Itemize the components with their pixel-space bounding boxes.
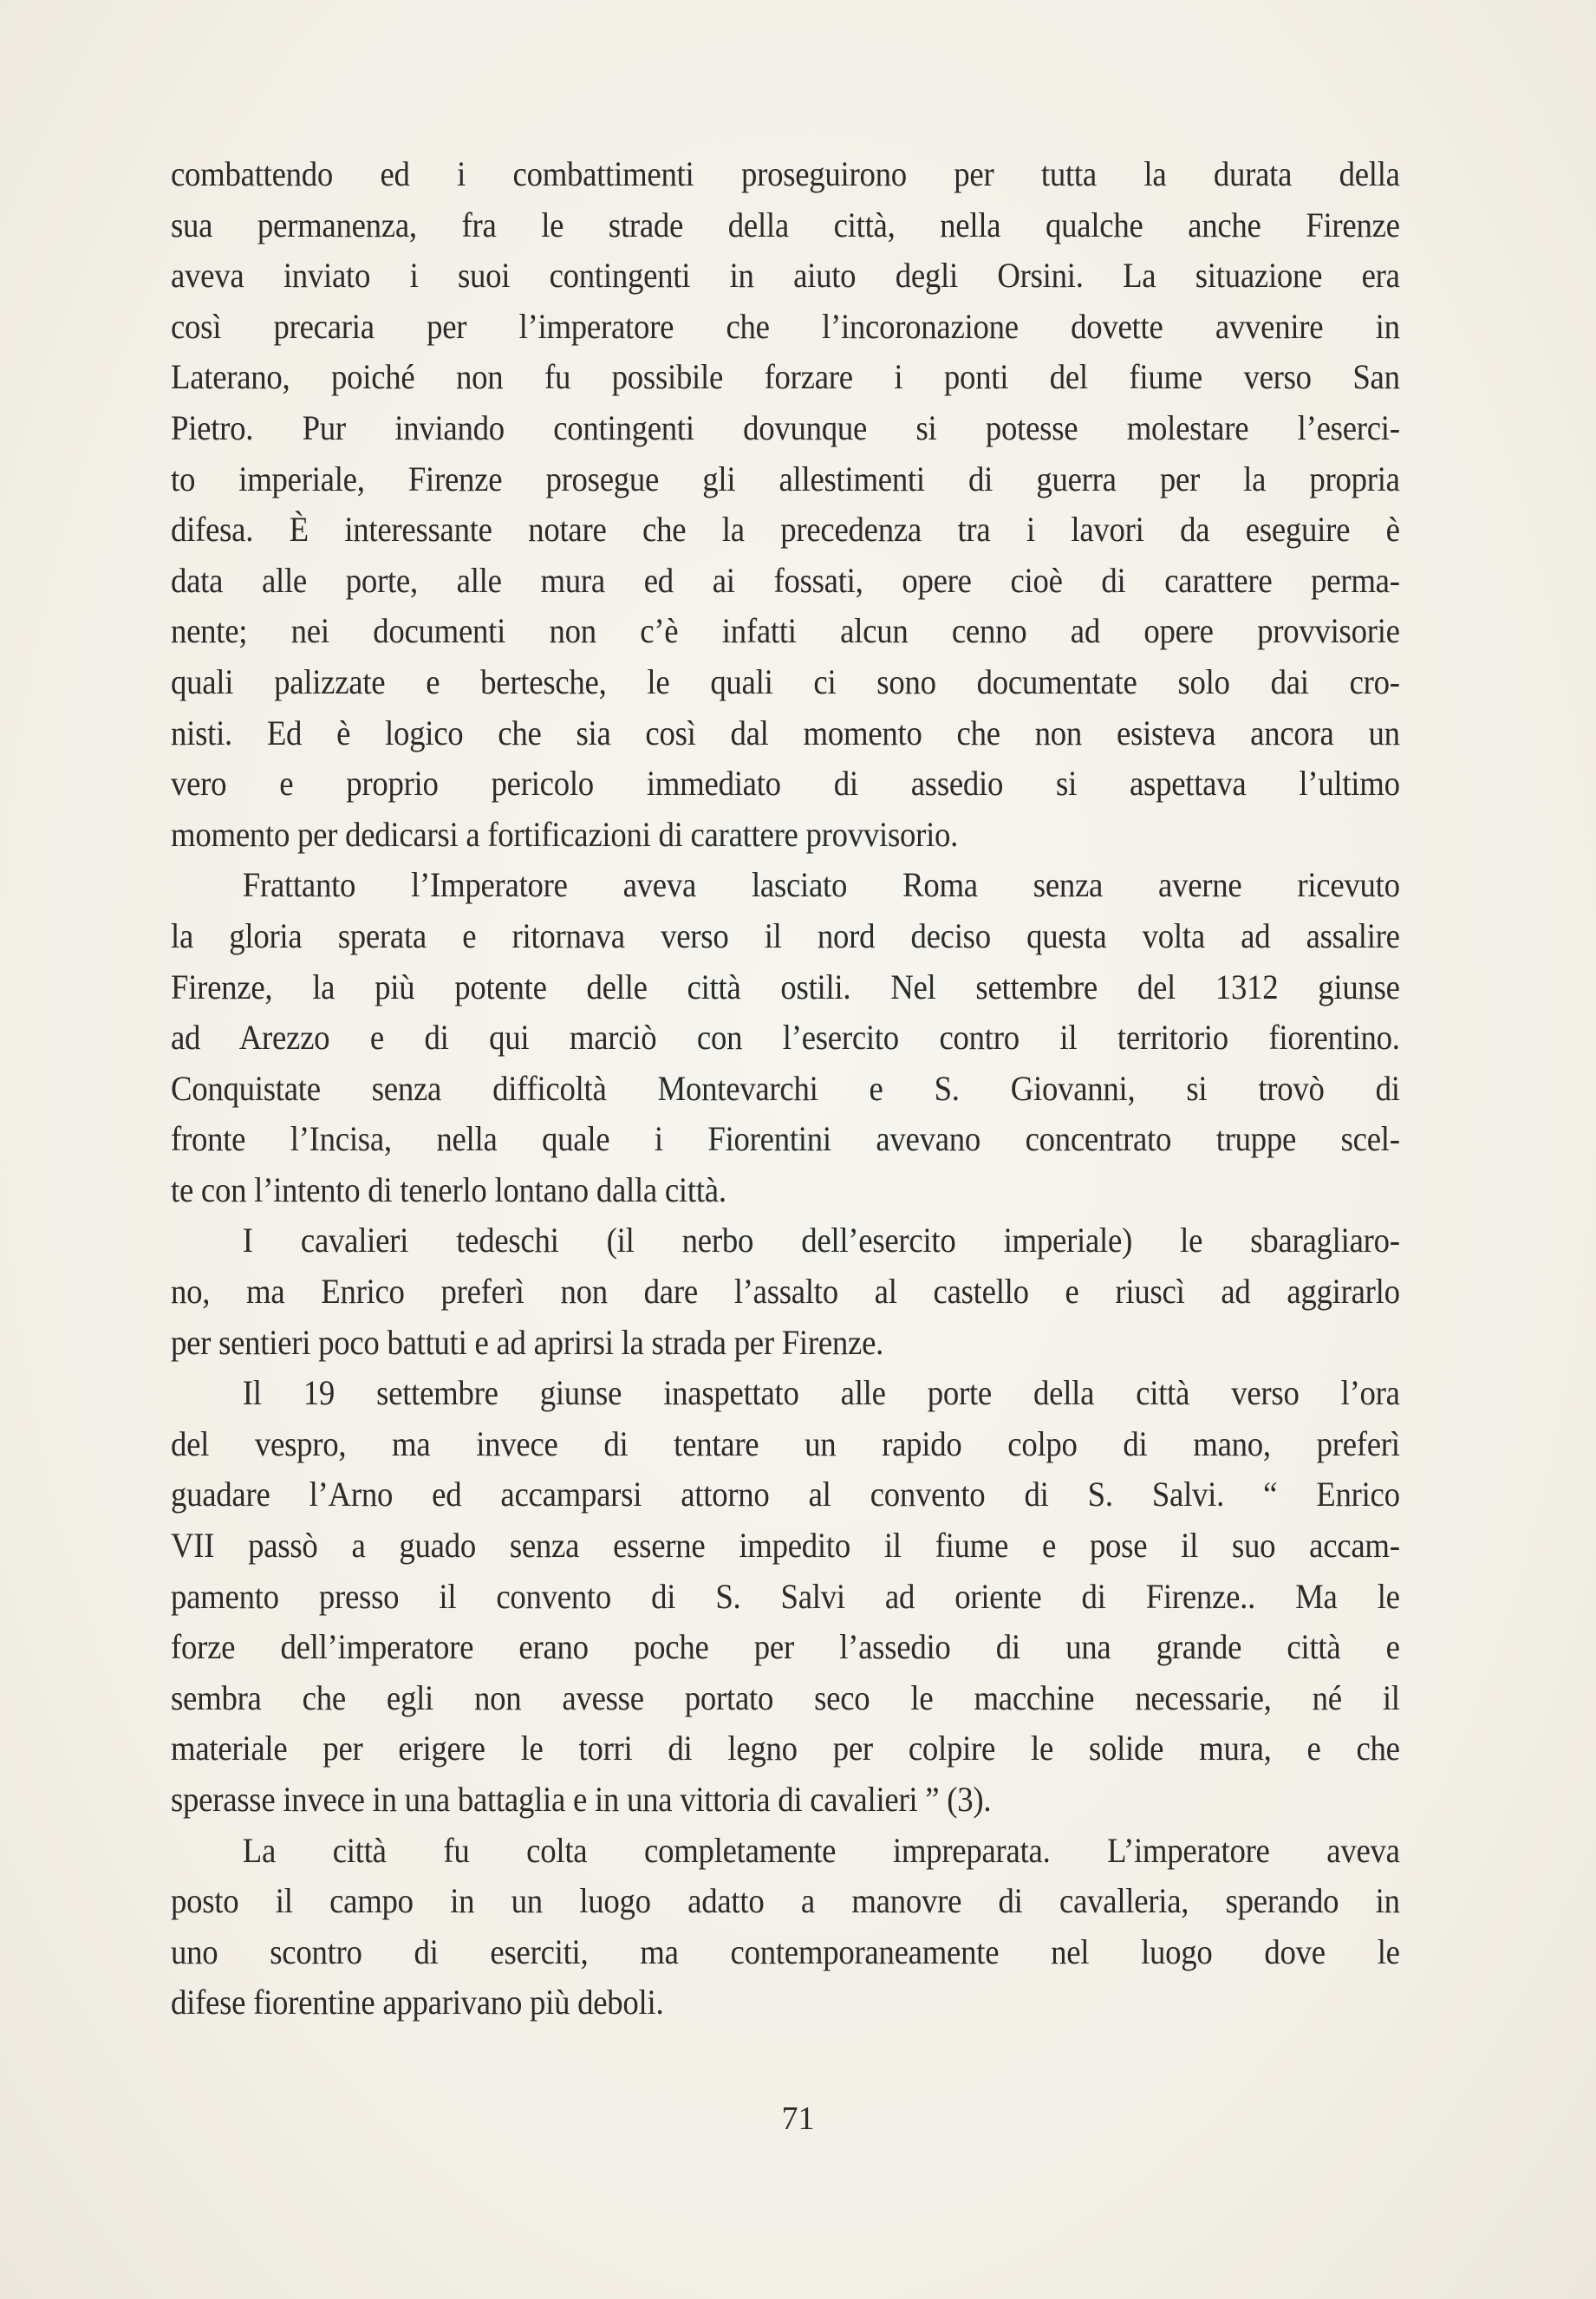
text-line: ad Arezzo e di qui marciò con l’esercito contro il territorio fiorentino. [171,1018,1400,1058]
text-line: difese fiorentine apparivano più deboli. [171,1983,664,2022]
text-line: guadare l’Arno ed accamparsi attorno al convento di S. Salvi. “ Enrico [171,1475,1400,1514]
text-line: aveva inviato i suoi contingenti in aiuto degli Orsini. La situazione era [171,256,1400,296]
text-line: pamento presso il convento di S. Salvi ad oriente di Firenze.. Ma le [171,1576,1400,1616]
text-line: per sentieri poco battuti e ad aprirsi la strada per Firenze. [171,1322,884,1362]
text-line: quali palizzate e bertesche, le quali ci sono documentate solo dai cro- [171,661,1400,701]
text-line: combattendo ed i combattimenti proseguirono per tutta la durata della [171,154,1400,193]
text-line: forze dell’imperatore erano poche per l’assedio di una grande città e [171,1627,1400,1667]
text-line: nisti. Ed è logico che sia così dal momento che non esisteva ancora un [171,713,1400,752]
text-line: così precaria per l’imperatore che l’incoronazione dovette avvenire in [171,306,1400,346]
text-line: nente; nei documenti non c’è infatti alcun cenno ad opere provvisorie [171,611,1400,651]
text-line: momento per dedicarsi a fortificazioni di carattere provvisorio. [171,814,959,854]
text-line: VII passò a guado senza esserne impedito il fiume e pose il suo accam- [171,1526,1400,1566]
paragraph [171,860,1400,1215]
text-line: sperasse invece in una battaglia e in una vittoria di cavalieri ” (3). [171,1780,992,1819]
text-line: Frattanto l’Imperatore aveva lasciato Roma senza averne ricevuto [242,865,1400,905]
text-line: Il 19 settembre giunse inaspettato alle porte della città verso l’ora [242,1373,1400,1413]
page-number: 71 [781,2100,815,2137]
paragraph [171,149,1400,860]
text-line: Pietro. Pur inviando contingenti dovunque si potesse molestare l’eserci- [171,407,1400,447]
text-line: I cavalieri tedeschi (il nerbo dell’esercito imperiale) le sbaragliaro- [242,1221,1400,1260]
text-line: fronte l’Incisa, nella quale i Fiorentini avevano concentrato truppe scel- [171,1119,1400,1159]
text-line: Conquistate senza difficoltà Montevarchi e S. Giovanni, si trovò di [171,1068,1400,1108]
text-line: te con l’intento di tenerlo lontano dalla città. [171,1169,726,1209]
text-line: la gloria sperata e ritornava verso il nord deciso questa volta ad assalire [171,915,1400,955]
text-line: del vespro, ma invece di tentare un rapido colpo di mano, preferì [171,1423,1400,1463]
paragraph [171,1215,1400,1368]
text-line: vero e proprio pericolo immediato di assedio si aspettava l’ultimo [171,764,1400,804]
text-line: sua permanenza, fra le strade della città, nella qualche anche Firenze [171,205,1400,244]
text-line: data alle porte, alle mura ed ai fossati, opere cioè di carattere perma- [171,560,1400,600]
text-line: uno scontro di eserciti, ma contemporaneamente nel luogo dove le [171,1931,1400,1971]
text-line: materiale per erigere le torri di legno per colpire le solide mura, e che [171,1729,1400,1768]
text-line: to imperiale, Firenze prosegue gli allestimenti di guerra per la propria [171,459,1400,498]
text-line: Firenze, la più potente delle città ostili. Nel settembre del 1312 giunse [171,967,1400,1006]
paragraph [171,1368,1400,1825]
text-line: no, ma Enrico preferì non dare l’assalto al castello e riuscì ad aggirarlo [171,1272,1400,1312]
text-line: Laterano, poiché non fu possibile forzare i ponti del fiume verso San [171,357,1400,397]
text-line: difesa. È interessante notare che la precedenza tra i lavori da eseguire è [171,510,1400,550]
text-line: posto il campo in un luogo adatto a manovre di cavalleria, sperando in [171,1881,1400,1921]
text-line: La città fu colta completamente impreparata. L’imperatore aveva [242,1830,1400,1870]
paragraph [171,1826,1400,2029]
body-text [171,149,1400,2029]
text-line: sembra che egli non avesse portato seco le macchine necessarie, né il [171,1677,1400,1717]
